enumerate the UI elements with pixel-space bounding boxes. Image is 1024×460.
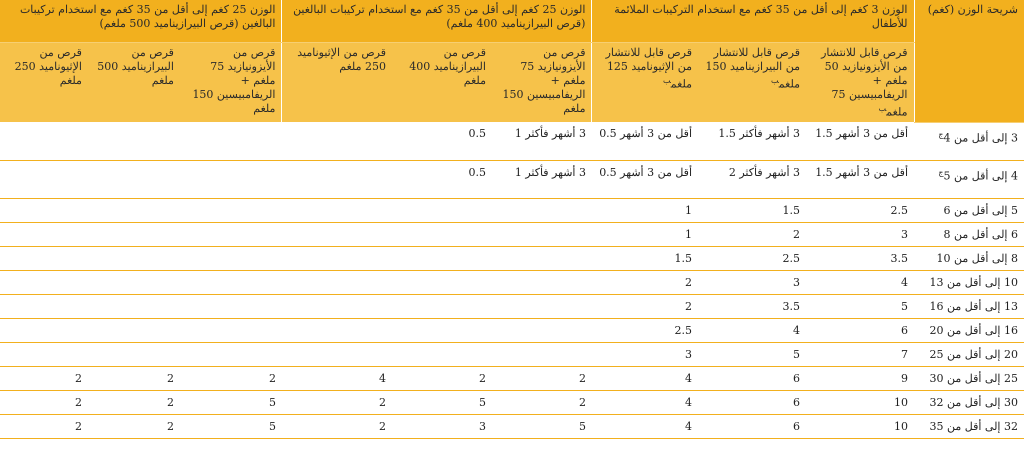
dose-cell: 3 <box>592 342 698 366</box>
weight-band-label: 16 إلى أقل من 20 <box>929 323 1018 337</box>
dose-cell: 2 <box>282 390 392 414</box>
dose-cell <box>392 294 492 318</box>
dose-cell: 10 <box>806 390 914 414</box>
dose-cell <box>88 198 180 222</box>
weight-band-label: 30 إلى أقل من 32 <box>929 395 1018 409</box>
dose-cell: 3 أشهر فأكثر 1.5 <box>698 122 806 160</box>
column-label: قرص قابل للانتشار من البيرازيناميد 150 ملغم <box>705 45 800 91</box>
footnote-mark: ج <box>938 129 944 139</box>
dose-cell: 5 <box>392 390 492 414</box>
dose-cell <box>282 318 392 342</box>
dose-cell: 9 <box>806 366 914 390</box>
dose-cell: 2.5 <box>698 246 806 270</box>
dose-cell <box>492 294 592 318</box>
dose-cell <box>180 294 282 318</box>
dose-cell <box>282 222 392 246</box>
dose-cell <box>0 270 88 294</box>
weight-band-label: 13 إلى أقل من 16 <box>929 299 1018 313</box>
dose-cell: أقل من 3 أشهر 0.5 <box>592 160 698 198</box>
dose-cell <box>180 222 282 246</box>
weight-band-cell <box>914 246 1024 270</box>
column-header: قرص من البيرازيناميد 500 ملغم <box>88 42 180 122</box>
dose-cell: 2 <box>698 222 806 246</box>
dose-cell: 4 <box>592 390 698 414</box>
dose-cell: 2 <box>88 366 180 390</box>
dose-cell: 3 أشهر فأكثر 2 <box>698 160 806 198</box>
column-header: قرص من الأيزونيازيد 75 ملغم + الريفامبيسين 150 ملغم <box>180 42 282 122</box>
dose-cell: 2 <box>282 414 392 438</box>
dose-cell: 3 <box>806 222 914 246</box>
dose-cell <box>392 318 492 342</box>
dose-cell: 1 <box>592 222 698 246</box>
table-row <box>0 390 1024 414</box>
column-header <box>592 42 698 122</box>
dose-cell: 3 <box>698 270 806 294</box>
footnote-mark: ب <box>662 75 671 85</box>
dose-cell: 2.5 <box>806 198 914 222</box>
dose-cell <box>88 222 180 246</box>
table-row <box>0 414 1024 438</box>
dose-cell: 3 أشهر فأكثر 1 <box>492 160 592 198</box>
weight-band-cell <box>914 342 1024 366</box>
column-header: قرص من البيرازيناميد 400 ملغم <box>392 42 492 122</box>
dose-cell: 4 <box>592 366 698 390</box>
dose-cell <box>180 198 282 222</box>
header-group-row <box>0 0 1024 42</box>
dose-cell <box>392 222 492 246</box>
table-row <box>0 246 1024 270</box>
column-header <box>698 42 806 122</box>
table-row <box>0 222 1024 246</box>
dose-cell: 5 <box>806 294 914 318</box>
dose-cell: 2 <box>492 390 592 414</box>
dose-cell <box>180 342 282 366</box>
dose-cell: 2 <box>0 366 88 390</box>
dose-cell <box>88 270 180 294</box>
header-column-row <box>0 42 1024 122</box>
dose-cell <box>180 246 282 270</box>
dose-cell <box>282 246 392 270</box>
dose-cell: 3 <box>392 414 492 438</box>
dose-cell: 2 <box>180 366 282 390</box>
dose-cell: 3 أشهر فأكثر 1 <box>492 122 592 160</box>
dose-cell <box>492 198 592 222</box>
dose-cell <box>0 294 88 318</box>
dose-cell <box>0 246 88 270</box>
table-row <box>0 198 1024 222</box>
column-header: قرص من الإثيوناميد 250 ملغم <box>282 42 392 122</box>
dose-cell <box>282 342 392 366</box>
table-row <box>0 342 1024 366</box>
dose-cell: 5 <box>698 342 806 366</box>
footnote-mark: ب <box>770 75 779 85</box>
dose-cell <box>88 160 180 198</box>
weight-band-label: 5 إلى أقل من 6 <box>943 203 1018 217</box>
dose-cell: 7 <box>806 342 914 366</box>
dose-cell <box>88 294 180 318</box>
dose-cell <box>492 342 592 366</box>
dose-cell: 4 <box>592 414 698 438</box>
dose-cell <box>392 342 492 366</box>
dose-cell <box>88 342 180 366</box>
column-header <box>806 42 914 122</box>
dose-cell <box>0 342 88 366</box>
dose-cell: 4 <box>698 318 806 342</box>
dose-cell: أقل من 3 أشهر 1.5 <box>806 122 914 160</box>
weight-band-label: 4 إلى أقل من 5 <box>943 169 1018 183</box>
dose-cell: 2 <box>88 414 180 438</box>
dose-cell <box>0 160 88 198</box>
dose-cell <box>282 294 392 318</box>
weight-band-cell <box>914 198 1024 222</box>
dose-cell <box>180 270 282 294</box>
dose-cell <box>392 198 492 222</box>
weight-band-cell <box>914 270 1024 294</box>
group-header-adult-pza-400: الوزن 25 كغم إلى أقل من 35 كغم مع استخدام تركيبات البالغين (قرص البيرازيناميد 400 ملغم) <box>282 0 592 42</box>
weight-band-label: 6 إلى أقل من 8 <box>943 227 1018 241</box>
weight-band-cell <box>914 366 1024 390</box>
dose-cell: 1 <box>592 198 698 222</box>
dose-cell <box>282 198 392 222</box>
footnote-mark: ج <box>938 167 944 177</box>
dose-cell: 0.5 <box>392 122 492 160</box>
weight-band-cell <box>914 122 1024 160</box>
dose-cell <box>88 318 180 342</box>
dose-cell: 2 <box>0 414 88 438</box>
dose-cell: 0.5 <box>392 160 492 198</box>
weight-band-cell <box>914 390 1024 414</box>
dose-cell <box>492 270 592 294</box>
weight-band-label: 32 إلى أقل من 35 <box>929 419 1018 433</box>
dose-cell: 5 <box>180 390 282 414</box>
dose-cell <box>492 318 592 342</box>
dose-cell: 6 <box>698 414 806 438</box>
weight-band-cell <box>914 294 1024 318</box>
table-row <box>0 122 1024 160</box>
weight-band-label: 20 إلى أقل من 25 <box>929 347 1018 361</box>
weight-band-label: 10 إلى أقل من 13 <box>929 275 1018 289</box>
weight-band-label: 8 إلى أقل من 10 <box>936 251 1018 265</box>
weight-band-cell <box>914 414 1024 438</box>
weight-band-label: 3 إلى أقل من 4 <box>943 131 1018 145</box>
table-row <box>0 270 1024 294</box>
dose-cell: 2 <box>492 366 592 390</box>
dose-cell: أقل من 3 أشهر 1.5 <box>806 160 914 198</box>
dose-cell: 5 <box>492 414 592 438</box>
dose-cell: 2 <box>88 390 180 414</box>
dose-cell <box>282 122 392 160</box>
dose-cell <box>392 246 492 270</box>
weight-band-header: شريحة الوزن (كغم) <box>914 0 1024 122</box>
footnote-mark: ب <box>878 103 887 113</box>
weight-band-cell <box>914 160 1024 198</box>
weight-band-cell <box>914 222 1024 246</box>
table-header <box>0 0 1024 122</box>
column-header: قرص من الإثيوناميد 250 ملغم <box>0 42 88 122</box>
dose-cell: 2 <box>392 366 492 390</box>
dose-cell: 2.5 <box>592 318 698 342</box>
dose-cell <box>0 198 88 222</box>
dose-cell <box>0 318 88 342</box>
dose-cell: 5 <box>180 414 282 438</box>
dose-cell <box>88 246 180 270</box>
dose-cell: 3.5 <box>698 294 806 318</box>
dose-cell: 4 <box>806 270 914 294</box>
dose-cell: 3.5 <box>806 246 914 270</box>
dose-cell: أقل من 3 أشهر 0.5 <box>592 122 698 160</box>
dose-cell: 6 <box>698 366 806 390</box>
column-label: قرص قابل للانتشار من الإثيوناميد 125 ملغم <box>605 45 692 91</box>
weight-band-cell <box>914 318 1024 342</box>
dose-cell: 6 <box>698 390 806 414</box>
dose-cell <box>392 270 492 294</box>
table-body <box>0 122 1024 438</box>
dose-cell <box>180 122 282 160</box>
group-header-pediatric: الوزن 3 كغم إلى أقل من 35 كغم مع استخدام التركيبات الملائمة للأطفال <box>592 0 914 42</box>
table-row <box>0 366 1024 390</box>
dose-cell: 4 <box>282 366 392 390</box>
column-label: قرص قابل للانتشار من الأيزونيازيد 50 ملغم + الريفامبيسين 75 ملغم <box>821 45 908 119</box>
dose-cell <box>88 122 180 160</box>
weight-band-label: 25 إلى أقل من 30 <box>929 371 1018 385</box>
table-row <box>0 160 1024 198</box>
dose-cell <box>0 122 88 160</box>
dose-cell <box>180 160 282 198</box>
dose-cell: 1.5 <box>592 246 698 270</box>
column-header: قرص من الأيزونيازيد 75 ملغم + الريفامبيسين 150 ملغم <box>492 42 592 122</box>
dose-cell <box>492 222 592 246</box>
dose-cell <box>282 160 392 198</box>
dose-cell: 2 <box>592 294 698 318</box>
dose-cell <box>0 222 88 246</box>
dose-cell: 2 <box>0 390 88 414</box>
dose-cell <box>180 318 282 342</box>
dose-cell <box>282 270 392 294</box>
dose-cell: 2 <box>592 270 698 294</box>
dose-cell: 1.5 <box>698 198 806 222</box>
table-row <box>0 318 1024 342</box>
group-header-adult-pza-500: الوزن 25 كغم إلى أقل من 35 كغم مع استخدام تركيبات البالغين (قرص البيرازيناميد 500 ملغم) <box>0 0 282 42</box>
table-row <box>0 294 1024 318</box>
dose-cell: 10 <box>806 414 914 438</box>
dose-cell <box>492 246 592 270</box>
dose-cell: 6 <box>806 318 914 342</box>
